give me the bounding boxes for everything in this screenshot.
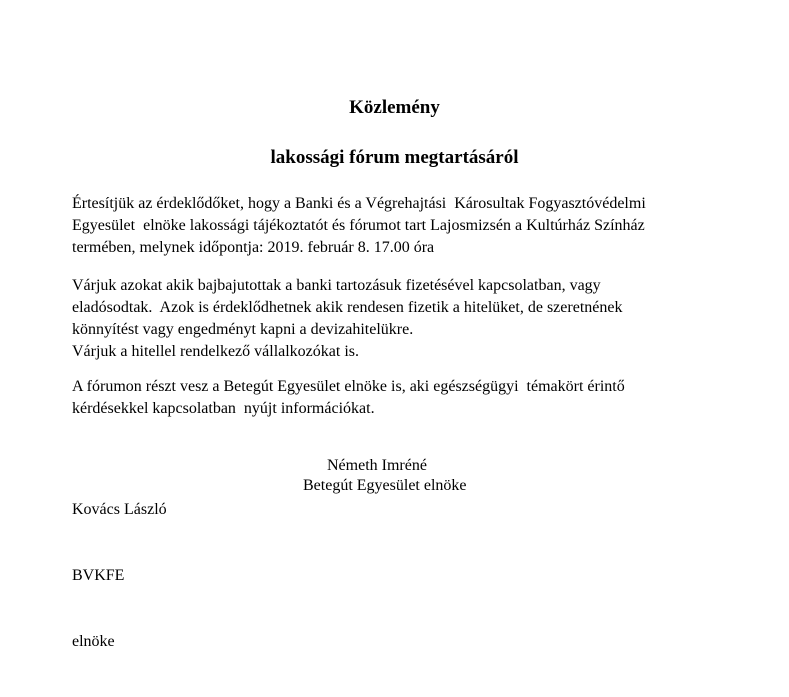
paragraph-invitation — [72, 275, 732, 363]
signature-org: BVKFE — [72, 567, 125, 584]
signature-role: elnöke — [72, 633, 115, 650]
paragraph-line: Értesítjük az érdeklődőket, hogy a Banki és a Végrehajtási Károsultak Fogyasztóvédelmi — [72, 195, 646, 212]
signature-right-name: Németh Imréné — [327, 457, 427, 474]
paragraph-line: termében, melynek időpontja: 2019. február 8. 17.00 óra — [72, 239, 435, 256]
paragraph-line: eladósodtak. Azok is érdeklődhetnek akik rendesen fizetik a hitelüket, de szeretnének — [72, 299, 623, 316]
paragraph-health-info — [72, 376, 732, 420]
paragraph-announcement — [72, 193, 732, 259]
paragraph-line: Egyesület elnöke lakossági tájékoztatót és fórumot tart Lajosmizsén a Kultúrház Színház — [72, 217, 645, 234]
document-title: Közlemény — [349, 97, 440, 118]
document-subtitle: lakossági fórum megtartásáról — [270, 147, 519, 168]
paragraph-line: kérdésekkel kapcsolatban nyújt információkat. — [72, 400, 375, 417]
signature-left — [72, 455, 167, 697]
signature-right-role: Betegút Egyesület elnöke — [303, 477, 467, 494]
paragraph-line: Várjuk azokat akik bajbajutottak a banki tartozásuk fizetésével kapcsolatban, vagy — [72, 277, 601, 294]
paragraph-line: könnyítést vagy engedményt kapni a devizahitelükre. — [72, 321, 414, 338]
paragraph-line: Várjuk a hitellel rendelkező vállalkozókat is. — [72, 343, 359, 360]
signature-name: Kovács László — [72, 501, 167, 518]
paragraph-line: A fórumon részt vesz a Betegút Egyesület elnöke is, aki egészségügyi témakört érintő — [72, 378, 625, 395]
